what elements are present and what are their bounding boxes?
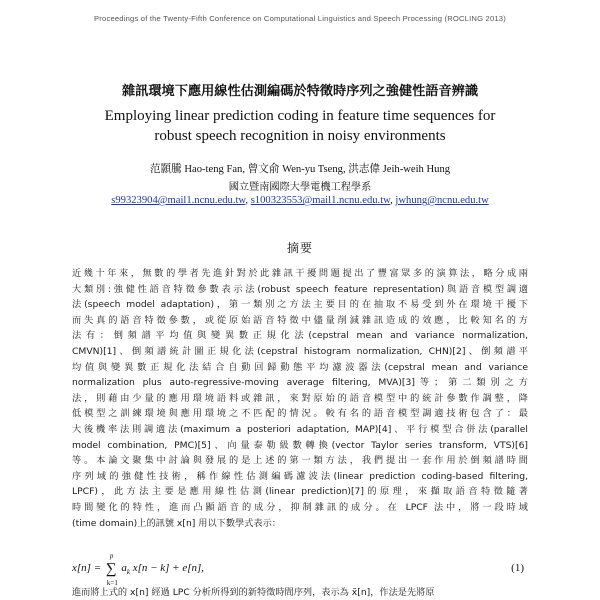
equation-coefficient: a: [121, 562, 127, 574]
equation-number: (1): [511, 562, 524, 574]
abstract-line: 均值與變異數正規化法結合自動回歸動態平均濾波器法(cepstral mean and variance: [72, 361, 528, 373]
abstract-line: 序列域的強健性技術，稱作線性估測編碼濾波法(linear prediction coding-based filtering,: [72, 470, 528, 482]
abstract-line: 近幾十年來，無數的學者先進針對於此雜訊干擾問題提出了豐富眾多的演算法，略分成兩: [72, 268, 528, 279]
abstract-line: LPCF)，此方法主要是應用線性估測(linear prediction)[7]的原理，來擷取語音特徵隨著: [72, 486, 528, 498]
title-chinese: 雜訊環境下應用線性估測編碼於特徵時序列之強健性語音辨識: [121, 84, 479, 99]
abstract-line: 法，則藉由少量的應用環境語料或雜訊，來對原始的語音模型中的統計參數作調整，降: [72, 392, 528, 404]
abstract-body: [72, 266, 528, 531]
summation-symbol: ∑ p k=1: [105, 552, 118, 587]
abstract-line: 大類別:強健性語音特徵參數表示法(robust speech feature representation)與語音模型調適: [72, 283, 528, 295]
abstract-line: normalization plus auto-regressive-moving average filtering, MVA)[3]等；第二類別之方: [72, 377, 528, 389]
summation-upper-limit: p: [109, 552, 114, 560]
title-english-line-2: robust speech recognition in noisy environments: [154, 128, 446, 144]
email-list: [0, 195, 600, 206]
abstract-heading: 摘要: [286, 241, 313, 255]
abstract-line: CMVN)[1]、倒頻譜統計圖正規化法(cepstral histogram normalization, CHN)[2]、倒頻譜平: [72, 345, 528, 357]
equation-coefficient-subscript: k: [126, 568, 130, 577]
abstract-line: model combination, PMC)[5]、向量泰勒級數轉換(vector Taylor series transform, VTS)[6]: [72, 439, 528, 451]
abstract-line: 低模型之訓練環境與應用環境之不匹配的情況。較有名的語音模型調適技術包含了：最: [72, 408, 528, 420]
summation-lower-limit: k=1: [106, 579, 118, 587]
email-link-3[interactable]: jwhung@ncnu.edu.tw: [395, 195, 489, 206]
equation-lhs: x[n] =: [72, 562, 102, 574]
email-link-2[interactable]: s100323553@mail1.ncnu.edu.tw: [250, 195, 391, 206]
abstract-line: 法(speech model adaptation)，第一類別之方法主要目的在抽取不易受到外在環境干擾下: [72, 299, 528, 311]
email-link-1[interactable]: s99323904@mail1.ncnu.edu.tw: [111, 195, 246, 206]
author-list: 范顥騰 Hao-teng Fan, 曾文俞 Wen-yu Tseng, 洪志偉 Jeih-weih Hung: [149, 164, 451, 175]
abstract-line: (time domain)上的訊號 x[n] 用以下數學式表示：: [72, 517, 281, 529]
abstract-line: 時間變化的特性，進而凸顯語音的成分，抑制雜訊的成分。在 LPCF 法中，將一段時域: [72, 501, 528, 513]
body-text-continuation: 進而將上式的 x[n] 經過 LPC 分析所得到的新特徵時間序列，表示為 x̃[n]，作法是先將原: [72, 587, 435, 598]
running-header: Proceedings of the Twenty-Fifth Conference on Computational Linguistics and Speech Processing (ROCLING 2013): [94, 14, 506, 23]
abstract-line: 大後機率法則調適法(maximum a posteriori adaptation, MAP)[4]、平行模型合併法(parallel: [72, 423, 528, 435]
abstract-line: 等。本論文聚集中討論與發展的是上述的第一類方法，我們提出一套作用於倒頻譜時間: [72, 455, 528, 467]
equation-expression: [72, 552, 205, 587]
email-separator: ,: [245, 195, 249, 206]
email-separator: ,: [390, 195, 393, 206]
title-english-line-1: Employing linear prediction coding in feature time sequences for: [104, 108, 496, 124]
equation-1: [72, 552, 528, 587]
affiliation: 國立暨南國際大學電機工程學系: [228, 182, 372, 193]
abstract-line: 法有：倒頻譜平均值與變異數正規化法(cepstral mean and variance normalization,: [72, 330, 528, 342]
equation-rest: x[n − k] + e[n],: [132, 562, 205, 574]
abstract-line: 而失真的語音特徵參數，或從原始語音特徵中儘量削減雜訊造成的效應，比較知名的方: [72, 314, 528, 326]
title-english: [0, 106, 600, 146]
